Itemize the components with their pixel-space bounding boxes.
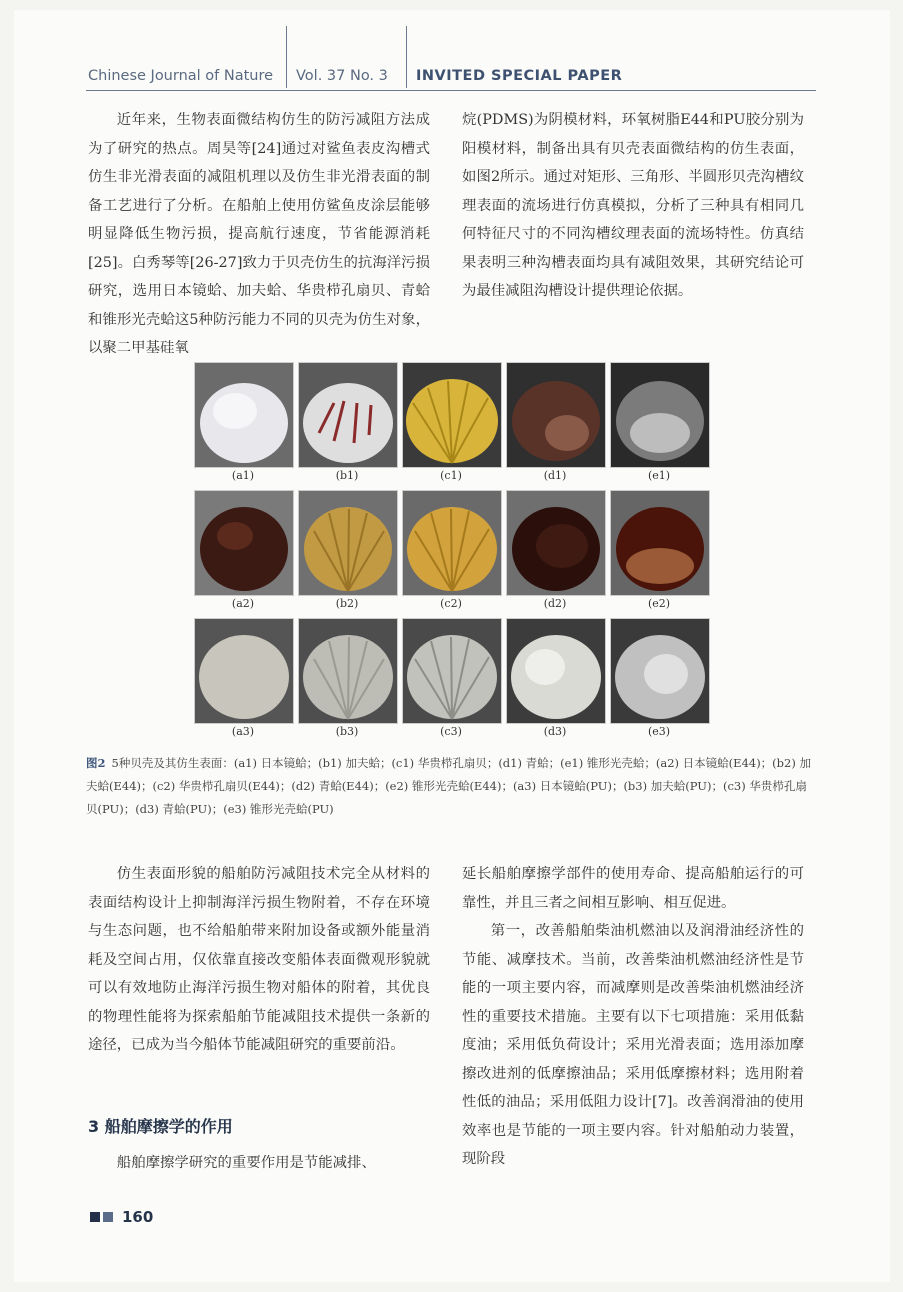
page-number: 160 [122, 1207, 154, 1226]
panel-label: (b2) [335, 597, 359, 610]
header-divider [286, 26, 287, 88]
shell-image-d3 [506, 618, 606, 724]
footer-square-icon [103, 1212, 113, 1222]
paragraph: 近年来，生物表面微结构仿生的防污减阻方法成为了研究的热点。周昊等[24]通过对鲨鱼表皮沟槽式仿生非光滑表面的减阻机理以及仿生非光滑表面的制备工艺进行了分析。在船舶上使用仿鲨鱼皮涂层能够明显降低生物污损，提高航行速度，节省能源消耗[25]。白秀琴等[26-27]致力于贝壳仿生的抗海洋污损研究，选用日本镜蛤、加夫蛤、华贵栉孔扇贝、青蛤和锥形光壳蛤这5种防污能力不同的贝壳为仿生对象，以聚二甲基硅氧 [88, 112, 430, 356]
shell-image-a2 [194, 490, 294, 596]
panel-label: (c1) [440, 469, 462, 482]
panel-label: (d2) [543, 597, 567, 610]
panel-label: (e3) [647, 725, 671, 738]
running-header [86, 62, 816, 92]
volume-issue: Vol. 37 No. 3 [296, 68, 388, 84]
shell-image-c2 [402, 490, 502, 596]
panel-label: (b3) [335, 725, 359, 738]
section-label: INVITED SPECIAL PAPER [416, 68, 623, 84]
panel-label: (a3) [231, 725, 255, 738]
figure-caption [86, 752, 816, 821]
panel-label: (c2) [440, 597, 462, 610]
footer-square-icon [90, 1212, 100, 1222]
panel-label: (a2) [231, 597, 255, 610]
right-column-bottom [462, 860, 804, 1174]
shell-image-e3 [610, 618, 710, 724]
shell-image-c1 [402, 362, 502, 468]
section-heading: 3 船舶摩擦学的作用 [88, 1117, 233, 1136]
shell-image-b2 [298, 490, 398, 596]
shell-image-b1 [298, 362, 398, 468]
panel-label: (c3) [440, 725, 462, 738]
shell-image-e2 [610, 490, 710, 596]
paragraph: 船舶摩擦学研究的重要作用是节能减排、 [116, 1155, 376, 1171]
header-rule [86, 90, 816, 91]
shell-image-b3 [298, 618, 398, 724]
paragraph: 烷(PDMS)为阴模材料，环氧树脂E44和PU胶分别为阳模材料，制备出具有贝壳表面微结构的仿生表面，如图2所示。通过对矩形、三角形、半圆形贝壳沟槽纹理表面的流场进行仿真模拟，分析了三种具有相同几何特征尺寸的不同沟槽纹理表面的流场特性。仿真结果表明三种沟槽表面均具有减阻效果，其研究结论可为最佳减阻沟槽设计提供理论依据。 [462, 112, 804, 299]
shell-image-d2 [506, 490, 606, 596]
shell-image-c3 [402, 618, 502, 724]
caption-number: 图2 [86, 756, 106, 770]
panel-label: (e2) [647, 597, 671, 610]
left-column-bottom [88, 860, 430, 1060]
shell-image-a3 [194, 618, 294, 724]
panel-label: (a1) [231, 469, 255, 482]
panel-label: (b1) [335, 469, 359, 482]
shell-image-d1 [506, 362, 606, 468]
panel-label: (d1) [543, 469, 567, 482]
panel-label: (e1) [647, 469, 671, 482]
right-column-top [462, 106, 804, 306]
paragraph: 仿生表面形貌的船舶防污减阻技术完全从材料的表面结构设计上抑制海洋污损生物附着，不存在环境与生态问题，也不给船舶带来附加设备或额外能量消耗及空间占用，仅依靠直接改变船体表面微观形貌就可以有效地防止海洋污损生物对船体的附着，其优良的物理性能将为探索船舶节能减阻技术提供一条新的途径，已成为当今船体节能减阻研究的重要前沿。 [88, 866, 430, 1053]
shell-image-a1 [194, 362, 294, 468]
paragraph: 延长船舶摩擦学部件的使用寿命、提高船舶运行的可靠性，并且三者之间相互影响、相互促进。 [462, 866, 804, 911]
shell-image-e1 [610, 362, 710, 468]
paragraph: 第一，改善船舶柴油机燃油以及润滑油经济性的节能、减摩技术。当前，改善柴油机燃油经济性是节能的一项主要内容，而减摩则是改善柴油机燃油经济性的重要技术措施。主要有以下七项措施：采用低黏度油；采用低负荷设计；采用光滑表面；选用添加摩擦改进剂的低摩擦油品；采用低摩擦材料；选用附着性低的油品；采用低阻力设计[7]。改善润滑油的使用效率也是节能的一项主要内容。针对船舶动力装置，现阶段 [462, 923, 804, 1167]
page-footer [90, 1206, 153, 1226]
caption-text: 5种贝壳及其仿生表面：(a1) 日本镜蛤；(b1) 加夫蛤；(c1) 华贵栉孔扇贝；(d1) 青蛤；(e1) 锥形光壳蛤；(a2) 日本镜蛤(E44)；(b2) 加夫蛤(E44)；(c2) 华贵栉孔扇贝(E44)；(d2) 青蛤(E44)；(e2) 锥形光壳蛤(E44)；(a3) 日本镜蛤(PU)；(b3) 加夫蛤(PU)；(c3) 华贵栉孔扇贝(PU)；(d3) 青蛤(PU)；(e3) 锥形光壳蛤(PU) [86, 756, 811, 816]
left-column-last [88, 1149, 430, 1178]
header-divider [406, 26, 407, 88]
panel-label: (d3) [543, 725, 567, 738]
journal-name: Chinese Journal of Nature [88, 68, 274, 84]
figure-2 [194, 362, 714, 752]
left-column-top [88, 106, 430, 363]
